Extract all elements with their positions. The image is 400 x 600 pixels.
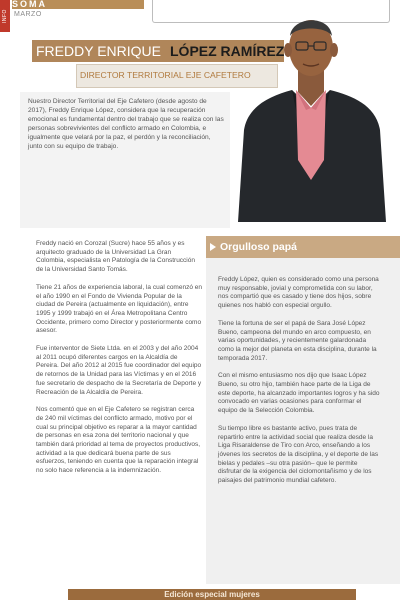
intro-paragraph: Nuestro Director Territorial del Eje Cafetero (desde agosto de 2017), Freddy Enrique López, considera que la recuperación emocional es fundamental dentro del trabajo que se realiza con las personas sobrevivientes del conflicto armado en Colombia, e igualmente que velará por la paz, el perdón y la reconciliación, junto con su equipo de trabajo. bbox=[28, 98, 224, 150]
sidebar-paragraph: Freddy López, quien es considerado como una persona muy responsable, jovial y comprometida con su labor, nos compartió que es casado y tiene dos hijos, sobre quienes nos habló con especial orgullo. bbox=[218, 276, 379, 310]
first-name: FREDDY ENRIQUE bbox=[36, 43, 161, 59]
play-arrow-icon bbox=[210, 243, 216, 251]
role-title: DIRECTOR TERRITORIAL EJE CAFETERO bbox=[80, 70, 251, 80]
issue-month: MARZO bbox=[14, 11, 42, 18]
last-name: LÓPEZ RAMÍREZ bbox=[170, 43, 285, 59]
bio-paragraph: Fue interventor de Siete Ltda. en el 2003 y del año 2004 al 2011 ocupó diferentes cargos en la Alcaldía de Pereira. Del año 2012 al 2015 fue coordinador del equipo de retornos de la Unidad para las Víctimas y en el 2016 fue secretario de despacho de la Secretaría de Deporte y Recreación de la Alcaldía de Pereira. bbox=[36, 345, 202, 396]
sidebar-paragraph: Tiene la fortuna de ser el papá de Sara José López Bueno, campeona del mundo en arco compuesto, en varias oportunidades, y recientemente galardonada como la mejor del planeta en esta disciplina, durante la temporada 2017. bbox=[218, 319, 377, 362]
sidebar-column bbox=[218, 276, 382, 495]
bio-paragraph: Tiene 21 años de experiencia laboral, la cual comenzó en el año 1990 en el Fondo de Vivienda Popular de la ciudad de Pereira (actualmente en liquidación), entre 1995 y 1999 trabajó en el Área Metropolitana Centro Occidente, primero como Director y posteriormente como asesor. bbox=[36, 283, 202, 335]
section-tab: INFO bbox=[0, 0, 10, 32]
magazine-logo: SOMA bbox=[12, 0, 144, 9]
sidebar-paragraph: Con el mismo entusiasmo nos dijo que Isaac López Bueno, su otro hijo, también hace parte de la Liga de este deporte, ha alcanzado importantes logros y ha sido convocado en varias ocasiones para conformar el equipo de la Selección Colombia. bbox=[218, 372, 380, 415]
footer-text: Edición especial mujeres bbox=[164, 590, 260, 599]
sidebar-title: Orgulloso papá bbox=[220, 241, 298, 253]
bio-paragraph: Freddy nació en Corozal (Sucre) hace 55 años y es arquitecto graduado de la Universidad La Gran Colombia, especialista en Patología de la Construcción de la Universidad Santo Tomás. bbox=[36, 240, 195, 274]
biography-column bbox=[36, 240, 202, 485]
sidebar-paragraph: Su tiempo libre es bastante activo, pues trata de repartirlo entre la actividad social que realiza desde la Liga Risaraldense de Tiro con Arco, enseñando a los jóvenes los secretos de la disciplina, y el deporte de las bielas y pedales –su otra pasión– que le permite disfrutar de la exigencia del ciclomontañismo y de los paisajes del patrimonio mundial cafetero. bbox=[218, 424, 379, 485]
bio-paragraph: Nos comentó que en el Eje Cafetero se registran cerca de 240 mil víctimas del conflicto armado, motivo por el cual su principal objetivo es reparar a la mayor cantidad de personas en esa zona del territorio nacional y que también dará prioridad al tema de proyectos productivos, actividad a la que dedicará buena parte de sus esfuerzos, teniendo en cuenta que la reparación integral no solo hace referencia a la indemnización. bbox=[36, 406, 201, 475]
